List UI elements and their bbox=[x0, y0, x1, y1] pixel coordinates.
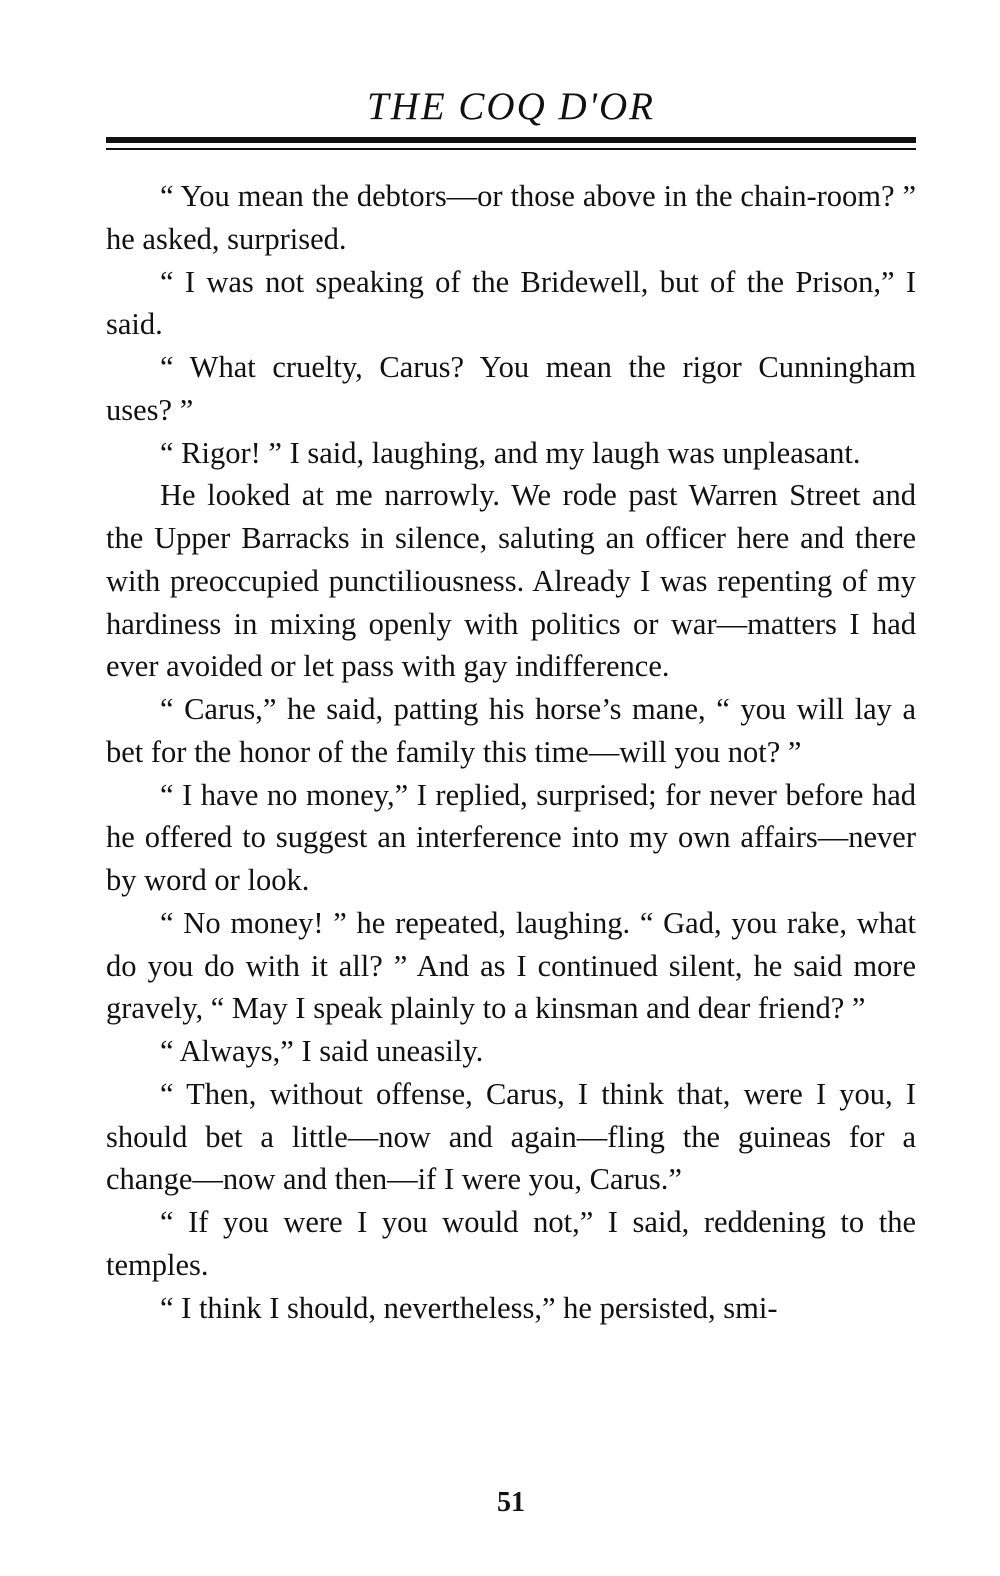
paragraph: “ I have no money,” I replied, surprised; for never before had he offered to suggest an interference into my own affairs—never by word or look. bbox=[106, 777, 916, 897]
paragraph: “ Always,” I said uneasily. bbox=[160, 1034, 484, 1068]
paragraph: “ Rigor! ” I said, laughing, and my laugh was unpleasant. bbox=[160, 435, 861, 470]
paragraph: “ If you were I you would not,” I said, reddening to the temples. bbox=[106, 1205, 916, 1282]
paragraph: He looked at me narrowly. We rode past Warren Street and the Upper Barracks in silence, saluting an officer here and there with preoccupied punctiliousness. Already I was repenting of my hardiness in mixing openly with politics or war—matters I had ever avoided or let pass with gay indifference. bbox=[106, 478, 916, 684]
header-rule-thin bbox=[106, 148, 916, 150]
running-head: THE COQ D'OR bbox=[366, 85, 655, 128]
paragraph: “ No money! ” he repeated, laughing. “ Gad, you rake, what do you do with it all? ” And as I continued silent, he said more gravely, “ May I speak plainly to a kinsman and dear friend? ” bbox=[106, 905, 916, 1026]
paragraph: “ Then, without offense, Carus, I think that, were I you, I should bet a little—now and again—fling the guineas for a change—now and then—if I were you, Carus.” bbox=[106, 1076, 916, 1197]
paragraph: “ I was not speaking of the Bridewell, but of the Prison,” I said. bbox=[106, 264, 916, 342]
page-number: 51 bbox=[497, 1487, 525, 1518]
paragraph: “ Carus,” he said, patting his horse’s mane, “ you will lay a bet for the honor of the family this time—will you not? ” bbox=[106, 692, 916, 769]
paragraph: “ You mean the debtors—or those above in the chain-room? ” he asked, surprised. bbox=[106, 179, 916, 256]
paragraph: “ I think I should, nevertheless,” he persisted, smi- bbox=[160, 1290, 778, 1325]
body-text bbox=[106, 175, 916, 1329]
paragraph: “ What cruelty, Carus? You mean the rigor Cunningham uses? ” bbox=[106, 350, 916, 427]
header-rule-thick bbox=[106, 137, 916, 143]
